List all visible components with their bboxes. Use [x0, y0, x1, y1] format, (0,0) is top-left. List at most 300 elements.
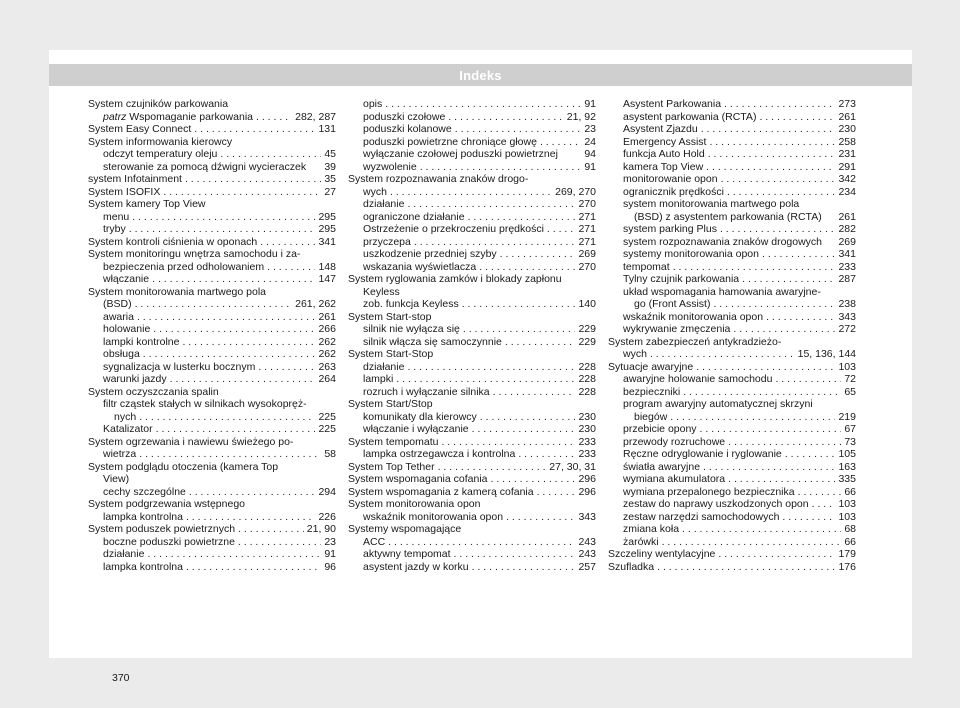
entry-page: 270 [578, 260, 596, 273]
leader-dots [238, 523, 304, 536]
leader-dots [670, 411, 835, 424]
index-entry [348, 473, 596, 486]
leader-dots [455, 123, 582, 136]
entry-label: wskaźnik monitorowania opon [363, 510, 504, 523]
leader-dots [258, 361, 315, 374]
entry-label: System Top Tether [348, 460, 435, 473]
entry-page: 230 [578, 423, 596, 435]
entry-label: Sytuacje awaryjne [608, 360, 694, 373]
entry-label: kamera Top View [623, 160, 704, 173]
index-entry [608, 448, 856, 461]
index-entry [608, 423, 856, 436]
entry-page: 243 [578, 548, 596, 560]
entry-label: lampka kontrolna [103, 510, 183, 523]
index-entry [88, 311, 336, 324]
leader-dots [463, 323, 576, 336]
index-entry [88, 173, 336, 186]
leader-dots [220, 148, 321, 161]
entry-page: 230 [838, 123, 856, 135]
leader-dots [703, 461, 835, 474]
entry-page: 163 [838, 460, 856, 473]
entry-label: tryby [103, 223, 126, 235]
entry-page: 341 [838, 248, 856, 260]
entry-label: holowanie [103, 323, 151, 335]
index-entry [88, 186, 336, 199]
leader-dots [388, 536, 575, 549]
entry-page: 66 [844, 485, 856, 498]
leader-dots [798, 486, 842, 499]
leader-dots [396, 373, 575, 386]
index-heading: System czujników parkowania [88, 98, 229, 110]
entry-label: żarówki [623, 535, 659, 548]
index-column-1 [88, 98, 336, 573]
leader-dots [143, 348, 316, 361]
entry-page: 271 [578, 210, 596, 223]
index-heading: System monitorowania opon [348, 498, 481, 510]
index-entry [608, 236, 856, 249]
index-entry [88, 348, 336, 361]
leader-dots [762, 248, 835, 261]
entry-label: Szczeliny wentylacyjne [608, 548, 716, 560]
leader-dots [132, 211, 315, 224]
index-entry [348, 98, 596, 111]
entry-label: przyczepa [363, 235, 411, 248]
entry-label: lampki [363, 373, 394, 385]
entry-label: zestaw do naprawy uszkodzonych opon [623, 498, 809, 510]
entry-label: sterowanie za pomocą dźwigni wycieraczek [103, 160, 307, 173]
entry-page: 68 [844, 523, 856, 535]
entry-page: 24 [584, 135, 596, 148]
index-entry [88, 148, 336, 161]
index-entry [88, 111, 336, 124]
index-entry [88, 223, 336, 236]
index-entry [88, 261, 336, 274]
entry-label: lampki kontrolne [103, 335, 180, 348]
index-entry [608, 361, 856, 374]
entry-page: 263 [318, 360, 336, 373]
index-entry [88, 323, 336, 336]
leader-dots [441, 436, 575, 449]
index-entry [88, 236, 336, 249]
index-heading: System rozpoznawania znaków drogo- [348, 173, 529, 185]
entry-label: ogranicznik prędkości [623, 185, 724, 198]
leader-dots [505, 336, 576, 349]
index-heading: System ryglowania zamków i blokady zapłonu [348, 273, 562, 285]
entry-page: 21, 92 [566, 110, 596, 123]
index-heading: System podglądu otoczenia (kamera Top [88, 460, 279, 473]
index-entry [608, 373, 856, 386]
index-entry [88, 561, 336, 574]
entry-page: 91 [584, 160, 596, 173]
leader-dots [718, 548, 835, 561]
leader-dots [720, 223, 836, 236]
leader-dots [182, 336, 315, 349]
entry-page: 341 [318, 235, 336, 248]
leader-dots [500, 248, 576, 261]
leader-dots [135, 298, 293, 311]
leader-dots [163, 186, 321, 199]
entry-page: 343 [838, 310, 856, 323]
entry-page: 21, 90 [306, 523, 336, 535]
entry-page: 105 [838, 448, 856, 460]
entry-page: 296 [578, 485, 596, 498]
entry-page: 45 [324, 148, 336, 160]
entry-label: lampka ostrzegawcza i kontrolna [363, 448, 516, 460]
leader-dots [727, 186, 836, 199]
header-title: Indeks [459, 67, 502, 83]
entry-page: 272 [838, 323, 856, 335]
index-heading: View) [103, 473, 130, 485]
entry-page: 238 [838, 298, 856, 310]
entry-label: opis [363, 98, 383, 110]
leader-dots [775, 373, 841, 386]
leader-dots [260, 236, 315, 249]
entry-page: 67 [844, 423, 856, 435]
index-entry [348, 161, 596, 174]
entry-label: odczyt temperatury oleju [103, 148, 218, 160]
index-entry [348, 111, 596, 124]
entry-label: awaria [103, 310, 134, 323]
entry-label: uszkodzenie przedniej szyby [363, 248, 497, 260]
entry-label: wyłączanie czołowej poduszki powietrznej [363, 148, 558, 160]
leader-dots [137, 311, 316, 324]
leader-dots [728, 436, 841, 449]
index-entry [608, 561, 856, 574]
entry-page: 96 [324, 560, 336, 573]
entry-label: System wspomagania cofania [348, 473, 488, 485]
index-entry [348, 323, 596, 336]
entry-page: 271 [578, 223, 596, 235]
entry-label: wymiana przepalonego bezpiecznika [623, 485, 795, 498]
index-entry [348, 211, 596, 224]
leader-dots [728, 473, 835, 486]
index-entry [608, 473, 856, 486]
leader-dots [147, 548, 321, 561]
entry-label: System kontroli ciśnienia w oponach [88, 235, 258, 248]
index-entry [608, 436, 856, 449]
leader-dots [186, 561, 321, 574]
leader-dots [194, 123, 315, 136]
entry-label: obsługa [103, 348, 140, 360]
index-heading: System Start-Stop [348, 348, 434, 360]
index-entry [348, 548, 596, 561]
leader-dots [153, 323, 315, 336]
entry-label: System wspomagania z kamerą cofania [348, 485, 534, 498]
index-entry [608, 223, 856, 236]
leader-dots [256, 111, 292, 124]
entry-label: wskazania wyświetlacza [363, 260, 477, 273]
entry-page: 273 [838, 98, 856, 110]
entry-page: 270 [578, 198, 596, 210]
entry-label: System Easy Connect [88, 123, 192, 135]
index-entry [348, 223, 596, 236]
entry-label: System tempomatu [348, 435, 439, 448]
leader-dots [708, 148, 836, 161]
leader-dots [189, 486, 316, 499]
entry-label: ograniczone działanie [363, 210, 465, 223]
index-entry [88, 511, 336, 524]
index-entry [608, 211, 856, 224]
leader-dots [238, 536, 321, 549]
entry-label: awaryjne holowanie samochodu [623, 373, 773, 385]
index-entry [348, 486, 596, 499]
entry-page: 258 [838, 135, 856, 148]
entry-label: cechy szczególne [103, 485, 186, 498]
index-column-3 [608, 98, 856, 573]
entry-page: 23 [324, 535, 336, 548]
leader-dots [385, 98, 581, 111]
index-heading: filtr cząstek stałych w silnikach wysokopręż- [103, 398, 307, 410]
index-entry [348, 386, 596, 399]
entry-label: Asystent Parkowania [623, 98, 722, 110]
index-heading: System monitoringu wnętrza samochodu i za- [88, 248, 301, 260]
index-entry [608, 548, 856, 561]
index-entry [608, 498, 856, 511]
entry-page: 103 [838, 360, 856, 373]
leader-dots [129, 223, 316, 236]
leader-dots [185, 173, 321, 186]
leader-dots [414, 236, 576, 249]
index-column-2 [348, 98, 596, 573]
leader-dots [683, 386, 841, 399]
entry-page: 27 [324, 185, 336, 198]
index-entry [608, 311, 856, 324]
index-entry [348, 123, 596, 136]
entry-page: 94 [584, 148, 596, 160]
entry-page: 269 [838, 235, 856, 248]
index-heading: System zabezpieczeń antykradzieżo- [608, 335, 782, 348]
index-entry [608, 111, 856, 124]
entry-label: działanie [363, 198, 405, 210]
entry-page: 261 [838, 110, 856, 123]
entry-page: 27, 30, 31 [549, 460, 596, 473]
leader-dots [472, 561, 576, 574]
index-entry [608, 461, 856, 474]
entry-page: 233 [578, 448, 596, 460]
index-entry [88, 523, 336, 536]
entry-page: 233 [838, 260, 856, 273]
entry-label: bezpieczniki [623, 385, 681, 398]
entry-label: monitorowanie opon [623, 173, 718, 185]
entry-label: systemy monitorowania opon [623, 248, 759, 260]
leader-dots [170, 373, 316, 386]
entry-page: 91 [584, 98, 596, 110]
entry-label: Szufladka [608, 560, 655, 573]
entry-page: 229 [578, 323, 596, 335]
leader-dots [785, 448, 836, 461]
index-entry [348, 336, 596, 349]
leader-dots [480, 411, 576, 424]
index-entry [608, 98, 856, 111]
leader-dots [518, 448, 575, 461]
entry-label: działanie [363, 360, 405, 373]
entry-label: system parking Plus [623, 223, 717, 235]
page-header [49, 64, 912, 86]
leader-dots [152, 273, 315, 286]
entry-page: 228 [578, 373, 596, 385]
index-entry [348, 423, 596, 436]
index-entry [88, 273, 336, 286]
entry-page: 179 [838, 548, 856, 560]
leader-dots [662, 536, 842, 549]
entry-label: działanie [103, 548, 145, 560]
entry-label: komunikaty dla kierowcy [363, 410, 477, 423]
leader-dots [547, 223, 576, 236]
index-heading: program awaryjny automatycznej skrzyni [623, 398, 813, 410]
entry-label: poduszki kolanowe [363, 123, 452, 135]
entry-page: 35 [324, 173, 336, 185]
entry-page: 225 [318, 410, 336, 423]
entry-page: 269 [578, 248, 596, 260]
index-entry [88, 336, 336, 349]
entry-label: nych [114, 410, 137, 423]
entry-label: silnik nie wyłącza się [363, 323, 460, 335]
entry-page: 140 [578, 298, 596, 310]
index-heading: System oczyszczania spalin [88, 385, 219, 398]
leader-dots [139, 448, 321, 461]
leader-dots [721, 173, 836, 186]
entry-page: 269, 270 [555, 185, 596, 198]
entry-label: przebicie opony [623, 423, 697, 435]
entry-label: zob. funkcja Keyless [363, 298, 459, 310]
index-entry [348, 186, 596, 199]
index-entry [608, 411, 856, 424]
leader-dots [766, 311, 835, 324]
entry-label: silnik włącza się samoczynnie [363, 335, 502, 348]
index-entry [88, 161, 336, 174]
index-entry [348, 198, 596, 211]
leader-dots [657, 561, 835, 574]
entry-label: rozruch i wyłączanie silnika [363, 385, 490, 398]
entry-label: Katalizator [103, 423, 153, 435]
leader-dots [709, 136, 835, 149]
index-entry [348, 236, 596, 249]
entry-page: 282, 287 [295, 110, 336, 123]
entry-label: włączanie [103, 273, 150, 285]
leader-dots [706, 161, 835, 174]
index-heading: System Start-stop [348, 310, 432, 323]
entry-page: 103 [838, 510, 856, 523]
entry-label: Tylny czujnik parkowania [623, 273, 740, 285]
entry-label: tempomat [623, 260, 670, 273]
entry-label: wych [623, 348, 647, 360]
entry-label: włączanie i wyłączanie [363, 423, 469, 435]
leader-dots [700, 423, 842, 436]
index-entry [348, 511, 596, 524]
index-entry [608, 486, 856, 499]
entry-label: asystent jazdy w korku [363, 560, 469, 573]
index-entry [608, 261, 856, 274]
entry-page: 295 [318, 223, 336, 235]
leader-dots [742, 273, 835, 286]
index-entry [348, 261, 596, 274]
index-entry [88, 211, 336, 224]
leader-dots [267, 261, 315, 274]
index-entry [608, 173, 856, 186]
entry-page: 228 [578, 385, 596, 398]
entry-page: 15, 136, 144 [797, 348, 856, 360]
entry-label: wyzwolenie [363, 160, 417, 173]
entry-page: 264 [318, 373, 336, 385]
index-heading: System podgrzewania wstępnego [88, 498, 246, 510]
entry-page: 233 [578, 435, 596, 448]
entry-page: 271 [578, 235, 596, 248]
index-entry [608, 523, 856, 536]
entry-label: asystent parkowania (RCTA) [623, 110, 757, 123]
entry-page: 243 [578, 535, 596, 548]
index-heading: system monitorowania martwego pola [623, 198, 800, 210]
entry-label: bezpieczenia przed odholowaniem [103, 260, 265, 273]
entry-page: 231 [838, 148, 856, 160]
index-entry [88, 123, 336, 136]
entry-label: światła awaryjne [623, 460, 701, 473]
entry-page: 225 [318, 423, 336, 435]
entry-label: (BSD) z asystentem parkowania (RCTA) [634, 210, 822, 223]
leader-dots [468, 211, 576, 224]
entry-label: system rozpoznawania znaków drogowych [623, 235, 823, 248]
entry-label: poduszki czołowe [363, 110, 446, 123]
entry-label: poduszki powietrzne chroniące głowę [363, 135, 537, 148]
index-entry [608, 511, 856, 524]
leader-dots [713, 298, 835, 311]
entry-page: 65 [844, 385, 856, 398]
entry-page: 23 [584, 123, 596, 135]
index-entry [608, 323, 856, 336]
index-entry [348, 411, 596, 424]
leader-dots [506, 511, 575, 524]
index-entry [608, 248, 856, 261]
leader-dots [724, 98, 835, 111]
index-heading: układ wspomagania hamowania awaryjne- [623, 285, 821, 298]
leader-dots [701, 123, 836, 136]
entry-label: wych [363, 185, 387, 198]
leader-dots [759, 111, 835, 124]
entry-page: 39 [324, 160, 336, 173]
entry-page: 229 [578, 335, 596, 348]
entry-label: wykrywanie zmęczenia [623, 323, 731, 335]
entry-page: 234 [838, 185, 856, 198]
index-entry [88, 298, 336, 311]
entry-label: go (Front Assist) [634, 298, 711, 310]
entry-label: wietrza [103, 448, 137, 460]
index-entry [608, 123, 856, 136]
entry-page: 335 [838, 473, 856, 485]
leader-dots [682, 523, 841, 536]
index-entry [88, 373, 336, 386]
leader-dots [812, 498, 836, 511]
index-entry [348, 136, 596, 149]
index-entry [608, 136, 856, 149]
entry-page: 262 [318, 348, 336, 360]
entry-label: ACC [363, 535, 386, 548]
index-heading: System monitorowania martwego pola [88, 285, 266, 298]
index-entry [348, 536, 596, 549]
leader-dots [139, 411, 315, 424]
entry-label: Emergency Assist [623, 135, 707, 148]
document-page [49, 50, 912, 684]
entry-label: wymiana akumulatora [623, 473, 726, 485]
entry-page: 296 [578, 473, 596, 485]
entry-page: 342 [838, 173, 856, 185]
index-entry [348, 461, 596, 474]
index-entry [348, 373, 596, 386]
leader-dots [493, 386, 576, 399]
leader-dots [650, 348, 795, 361]
entry-label: menu [103, 210, 130, 223]
index-entry [608, 536, 856, 549]
entry-page: 261 [318, 310, 336, 323]
leader-dots [420, 161, 582, 174]
